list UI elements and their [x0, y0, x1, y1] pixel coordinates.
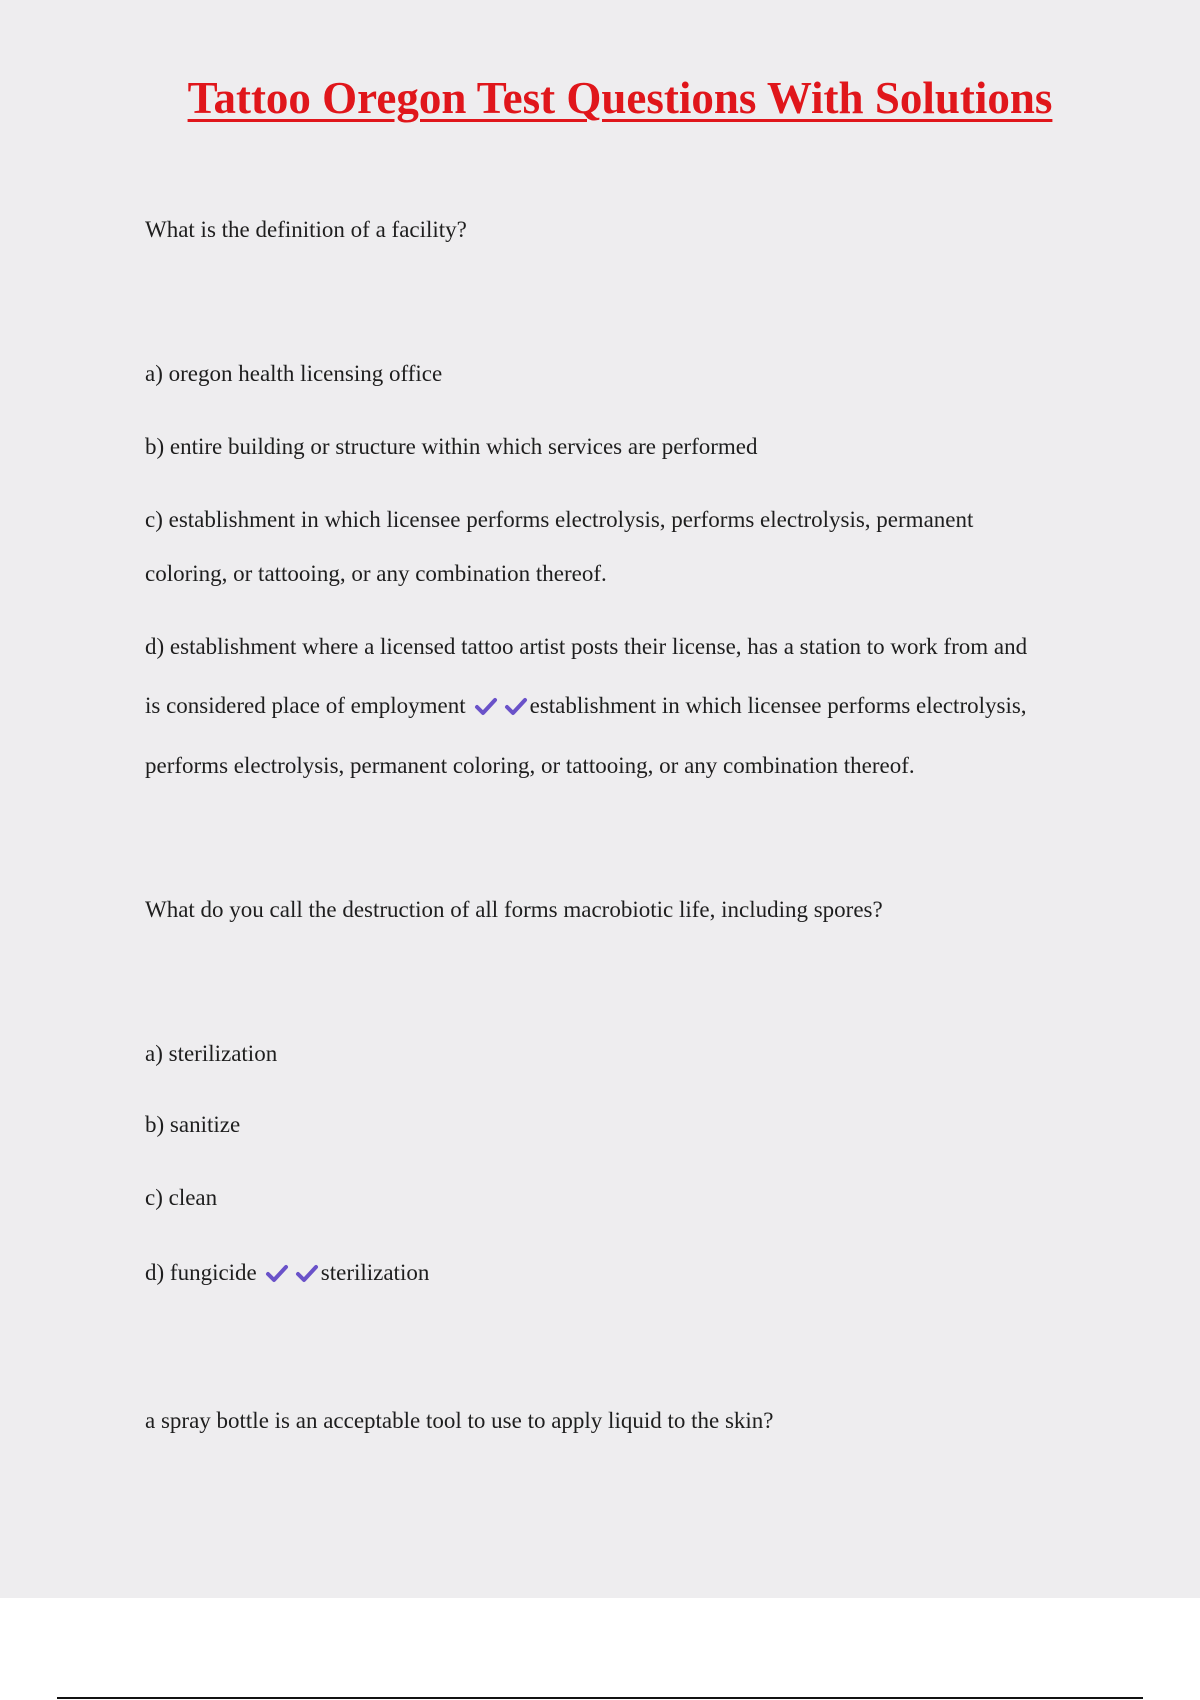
question-2-option-d — [145, 1259, 429, 1287]
question-1-option-c-line-1: c) establishment in which licensee performs electrolysis, performs electrolysis, permanent — [145, 507, 974, 532]
question-1-option-b: b) entire building or structure within which services are performed — [145, 434, 758, 459]
question-3-text: a spray bottle is an acceptable tool to use to apply liquid to the skin? — [145, 1408, 774, 1433]
question-1-option-a: a) oregon health licensing office — [145, 361, 443, 386]
question-1-option-d-line-1: d) establishment where a licensed tattoo artist posts their license, has a station to work from and — [145, 634, 1028, 659]
question-1-text: What is the definition of a facility? — [145, 217, 467, 242]
question-2-option-b: b) sanitize — [145, 1112, 241, 1137]
question-1-option-d-line-2 — [145, 692, 1027, 720]
question-2-text: What do you call the destruction of all forms macrobiotic life, including spores? — [145, 897, 883, 922]
question-1-option-c-line-2: coloring, or tattooing, or any combination thereof. — [145, 561, 607, 586]
footer-divider — [57, 1697, 1143, 1699]
question-1-option-d-text: is considered place of employment — [145, 693, 466, 718]
check-icon — [504, 695, 528, 717]
question-1-answer-line-1: establishment in which licensee performs electrolysis, — [529, 693, 1027, 718]
check-icon — [265, 1262, 289, 1284]
question-2-option-a: a) sterilization — [145, 1041, 278, 1066]
question-1-answer-line-2: performs electrolysis, permanent coloring, or tattooing, or any combination thereof. — [145, 753, 915, 778]
question-2-answer: sterilization — [320, 1260, 430, 1285]
question-2-option-d-text: d) fungicide — [145, 1260, 257, 1285]
document-title: Tattoo Oregon Test Questions With Solutions — [187, 73, 1053, 123]
check-icon — [474, 695, 498, 717]
check-icon — [295, 1262, 319, 1284]
question-2-option-c: c) clean — [145, 1185, 218, 1210]
